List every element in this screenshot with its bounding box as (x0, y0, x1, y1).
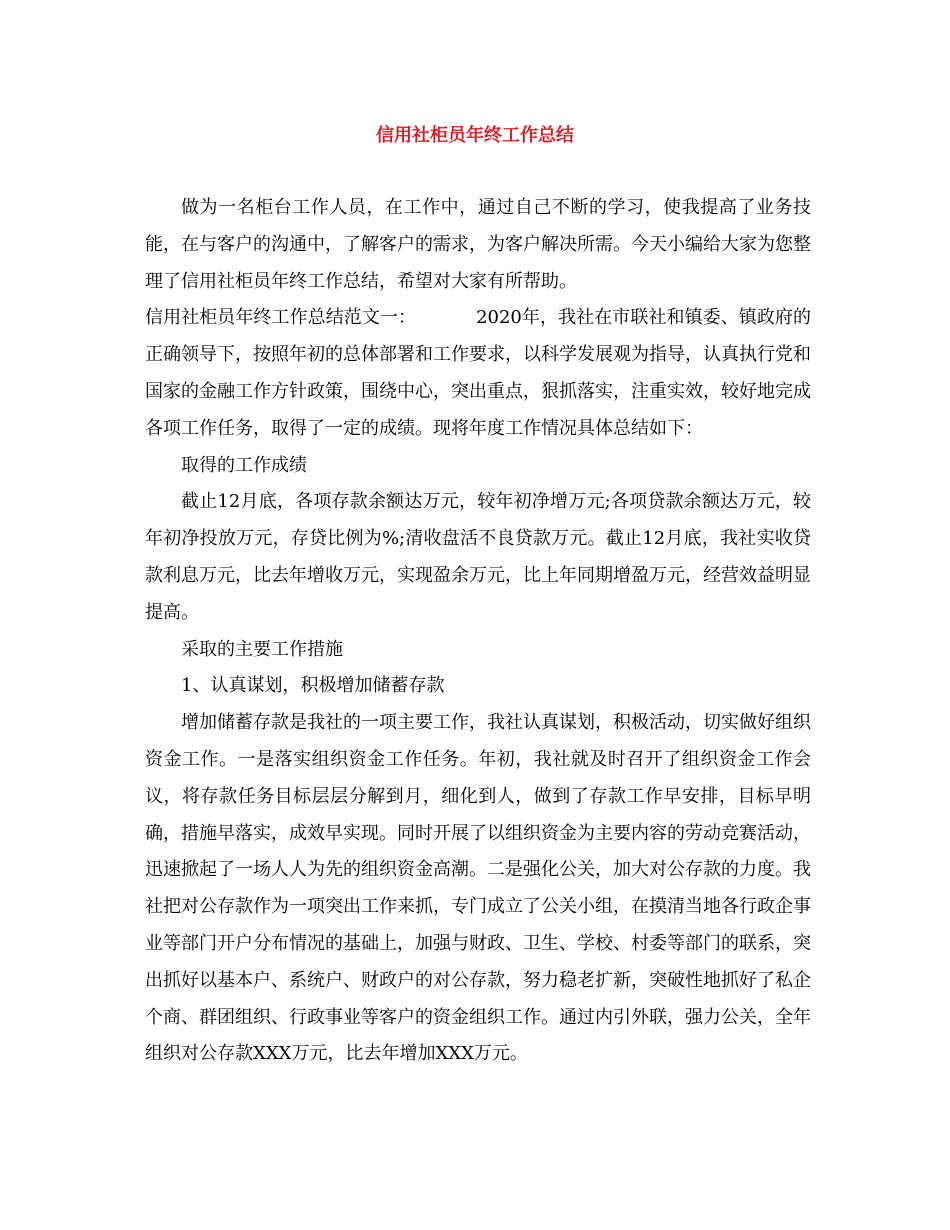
document-title: 信用社柜员年终工作总结 (376, 125, 574, 146)
document-body (145, 190, 811, 1073)
intro-paragraph: 做为一名柜台工作人员，在工作中，通过自己不断的学习，使我提高了业务技能，在与客户的沟通中，了解客户的需求，为客户解决所需。今天小编给大家为您整理了信用社柜员年终工作总结，希望对大家有所帮助。 (145, 197, 811, 292)
section-heading-achievements: 取得的工作成绩 (181, 454, 307, 476)
sample-one-paragraph (145, 300, 811, 447)
savings-paragraph: 增加储蓄存款是我社的一项主要工作，我社认真谋划，积极活动，切实做好组织资金工作。一是落实组织资金工作任务。年初，我社就及时召开了组织资金工作会议，将存款任务目标层层分解到月，细化到人，做到了存款工作早安排，目标早明确，措施早落实，成效早实现。同时开展了以组织资金为主要内容的劳动竞赛活动，迅速掀起了一场人人为先的组织资金高潮。二是强化公关，加大对公存款的力度。我社把对公存款作为一项突出工作来抓，专门成立了公关小组，在摸清当地各行政企事业等部门开户分布情况的基础上，加强与财政、卫生、学校、村委等部门的联系，突出抓好以基本户、系统户、财政户的对公存款，努力稳老扩新，突破性地抓好了私企个商、群团组织、行政事业等客户的资金组织工作。通过内引外联，强力公关，全年组织对公存款XXX万元，比去年增加XXX万元。 (145, 712, 811, 1065)
sample-one-lead: 信用社柜员年终工作总结范文一： (145, 307, 417, 329)
sample-one-text: 2020年，我社在市联社和镇委、镇政府的正确领导下，按照年初的总体部署和工作要求，以科学发展观为指导，认真执行党和国家的金融工作方针政策，围绕中心，突出重点，狠抓落实，注重实效，较好地完成各项工作任务，取得了一定的成绩。现将年度工作情况具体总结如下： (145, 307, 811, 439)
subheading-savings: 1、认真谋划，积极增加储蓄存款 (181, 675, 445, 697)
section-heading-measures: 采取的主要工作措施 (181, 638, 343, 660)
achievements-paragraph: 截止12月底，各项存款余额达万元，较年初净增万元;各项贷款余额达万元，较年初净投放万元，存贷比例为%;清收盘活不良贷款万元。截止12月底，我社实收贷款利息万元，比去年增收万元，实现盈余万元，比上年同期增盈万元，经营效益明显提高。 (145, 491, 811, 623)
